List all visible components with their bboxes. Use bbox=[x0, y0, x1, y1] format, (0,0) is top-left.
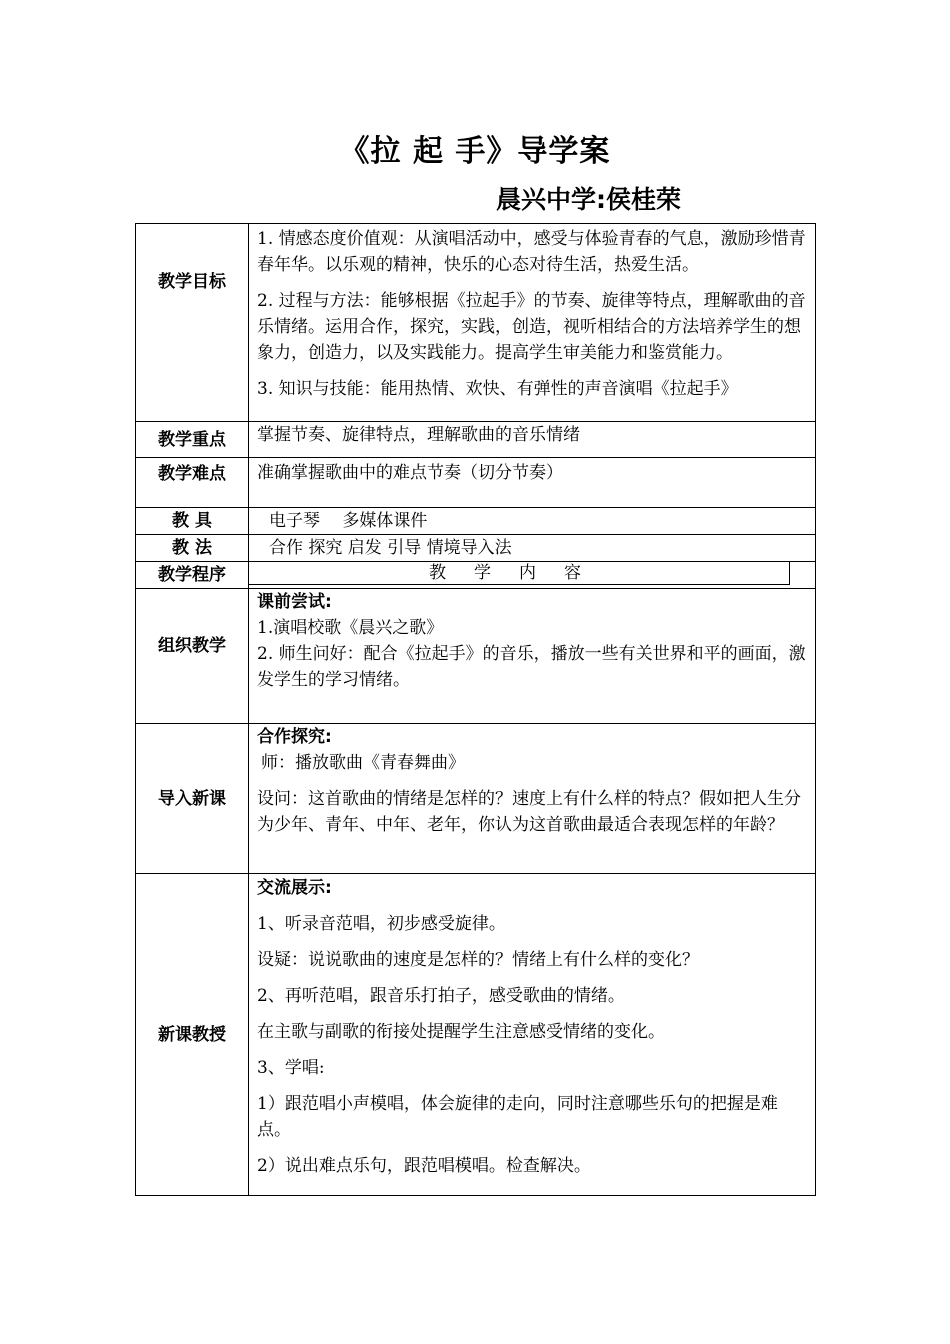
objective-3: 3. 知识与技能：能用热情、欢快、有弹性的声音演唱《拉起手》 bbox=[257, 379, 738, 399]
row-intro bbox=[136, 724, 816, 874]
objective-1: 1. 情感态度价值观：从演唱活动中，感受与体验青春的气息，激励珍惜青春年华。以乐观的精神，快乐的心态对待生活，热爱生活。 bbox=[257, 229, 806, 275]
procedure-header: 教学内容 bbox=[249, 562, 790, 585]
new-lesson-item-4: 在主歌与副歌的衔接处提醒学生注意感受情绪的变化。 bbox=[257, 1022, 665, 1042]
row-objectives bbox=[136, 224, 816, 422]
label-procedure: 教学程序 bbox=[136, 562, 249, 589]
content-organize bbox=[249, 589, 816, 724]
new-lesson-item-6: 1）跟范唱小声模唱，体会旋律的走向，同时注意哪些乐句的把握是难点。 bbox=[257, 1094, 778, 1140]
label-difficulties: 教学难点 bbox=[136, 458, 249, 508]
content-tools: 电子琴 多媒体课件 bbox=[249, 508, 816, 535]
label-new-lesson: 新课教授 bbox=[136, 874, 249, 1196]
label-tools: 教 具 bbox=[136, 508, 249, 535]
content-difficulties: 准确掌握歌曲中的难点节奏（切分节奏） bbox=[249, 458, 816, 508]
new-lesson-item-5: 3、学唱: bbox=[257, 1058, 325, 1078]
content-methods: 合作 探究 启发 引导 情境导入法 bbox=[249, 535, 816, 562]
row-key-points bbox=[136, 422, 816, 458]
intro-line-1: 师：播放歌曲《青春舞曲》 bbox=[261, 753, 465, 773]
label-organize: 组织教学 bbox=[136, 589, 249, 724]
content-intro bbox=[249, 724, 816, 874]
label-methods: 教 法 bbox=[136, 535, 249, 562]
organize-item-2: 2. 师生问好：配合《拉起手》的音乐，播放一些有关世界和平的画面，激发学生的学习情绪。 bbox=[257, 644, 806, 690]
label-key-points: 教学重点 bbox=[136, 422, 249, 458]
row-procedure bbox=[136, 562, 816, 589]
row-methods bbox=[136, 535, 816, 562]
organize-heading: 课前尝试: bbox=[257, 592, 332, 612]
new-lesson-item-7: 2）说出难点乐句，跟范唱模唱。检查解决。 bbox=[257, 1156, 591, 1176]
row-tools bbox=[136, 508, 816, 535]
document-author: 晨兴中学:侯桂荣 bbox=[496, 185, 681, 214]
new-lesson-item-3: 2、再听范唱，跟音乐打拍子，感受歌曲的情绪。 bbox=[257, 986, 625, 1006]
new-lesson-item-1: 1、听录音范唱，初步感受旋律。 bbox=[257, 914, 506, 934]
content-procedure bbox=[249, 562, 816, 589]
content-key-points: 掌握节奏、旋律特点，理解歌曲的音乐情绪 bbox=[249, 422, 816, 458]
label-intro: 导入新课 bbox=[136, 724, 249, 874]
new-lesson-heading: 交流展示: bbox=[257, 878, 332, 898]
row-organize bbox=[136, 589, 816, 724]
intro-line-2: 设问：这首歌曲的情绪是怎样的？速度上有什么样的特点？假如把人生分为少年、青年、中年、老年，你认为这首歌曲最适合表现怎样的年龄？ bbox=[257, 789, 801, 835]
lesson-plan-table bbox=[135, 223, 816, 1196]
content-new-lesson bbox=[249, 874, 816, 1196]
document-title: 《拉 起 手》导学案 bbox=[339, 134, 611, 169]
intro-heading: 合作探究: bbox=[257, 727, 332, 747]
objective-2: 2. 过程与方法：能够根据《拉起手》的节奏、旋律等特点，理解歌曲的音乐情绪。运用合作，探究，实践，创造，视听相结合的方法培养学生的想象力，创造力，以及实践能力。提高学生审美能力和鉴赏能力。 bbox=[257, 291, 806, 363]
content-objectives bbox=[249, 224, 816, 422]
new-lesson-item-2: 设疑：说说歌曲的速度是怎样的？情绪上有什么样的变化？ bbox=[257, 950, 699, 970]
label-objectives: 教学目标 bbox=[136, 224, 249, 422]
organize-item-1: 1.演唱校歌《晨兴之歌》 bbox=[257, 618, 444, 638]
row-difficulties bbox=[136, 458, 816, 508]
row-new-lesson bbox=[136, 874, 816, 1196]
